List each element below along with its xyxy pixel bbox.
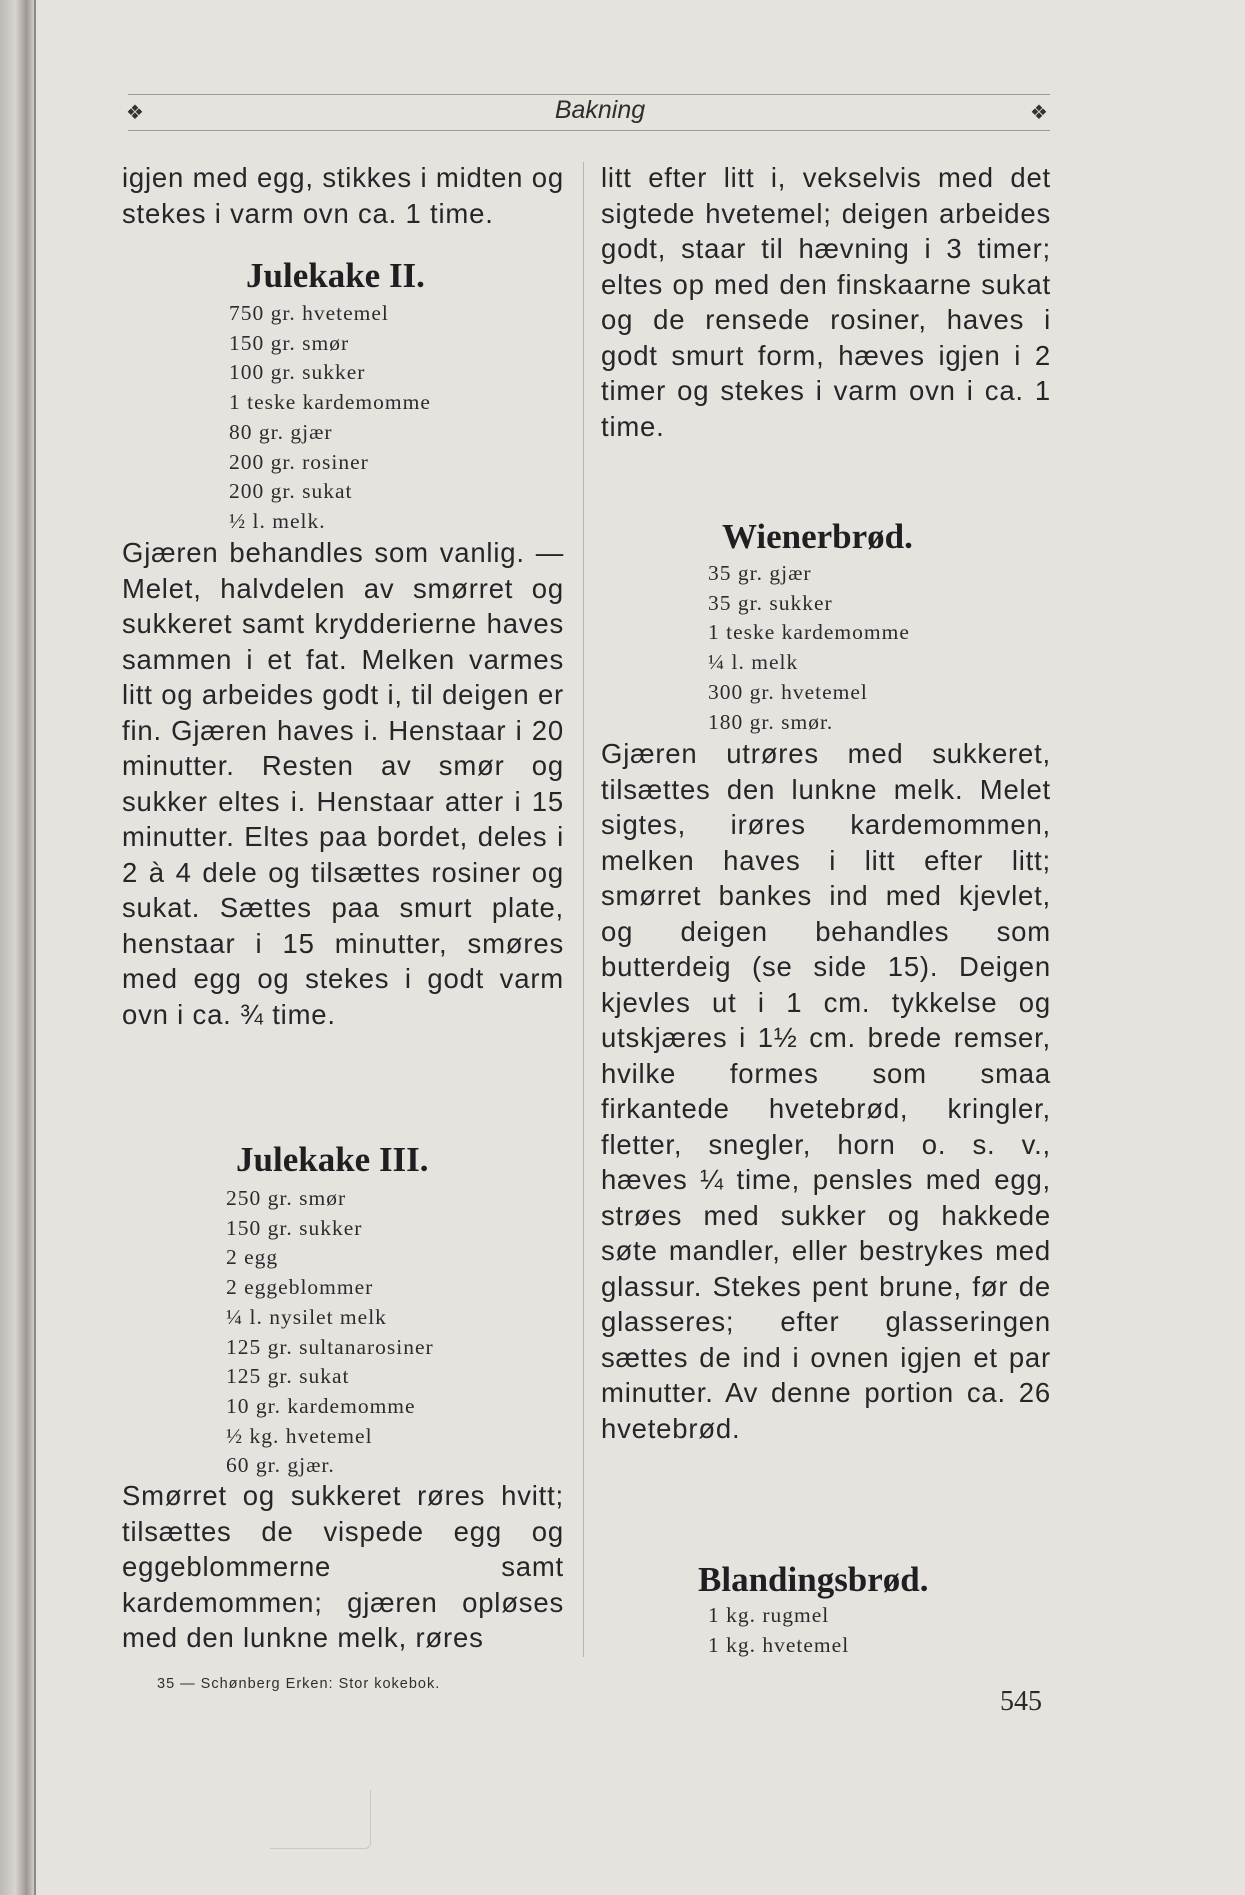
column-divider [583,162,584,1657]
ingredient-item: ½ l. melk. [229,508,326,533]
recipe-wienerbrod-ingredients-block [708,559,1043,737]
ingredient-item: ¼ l. melk [708,650,799,675]
recipe-method: Gjæren behandles som vanlig. — Melet, halvdelen av smørret og sukkeret samt krydderierne haves sammen i et fat. Melken varmes litt og arbeides godt i, til deigen er fin. Gjæren haves i. Henstaar i 20 minutter. Resten av smør og sukker eltes i. Henstaar atter i 15 minutter. Eltes paa bordet, deles i 2 à 4 dele og tilsættes rosiner og sukat. Sættes paa smurt plate, henstaar i 15 minutter, smøres med egg og stekes i godt varm ovn i ca. ¾ time. [122,537,564,1030]
book-binding-edge [0,0,34,1895]
ingredient-item: 200 gr. sukat [229,479,353,504]
ingredient-list [708,559,1043,737]
ornament-left-icon: ❖ [126,100,144,124]
ingredient-item: 150 gr. sukker [226,1215,363,1240]
ingredient-item: 1 teske kardemomme [229,390,431,415]
recipe-method: Gjæren utrøres med sukkeret, tilsættes den lunkne melk. Melet sigtes, irøres kardemommen, melken haves i litt efter litt; smørret bankes ind med kjevlet, og deigen behandles som butterdeig (se side 15). Deigen kjevles ut i 1 cm. tykkelse og utskjæres i 1½ cm. brede remser, hvilke formes som smaa firkantede hvetebrød, kringler, fletter, snegler, horn o. s. v., hæves ¼ time, pensles med egg, strøes med sukker og hakkede søte mandler, eller bestrykes med glassur. Stekes pent brune, før de glasseres; efter glasseringen sættes de ind i ovnen igjen et par minutter. Av denne portion ca. 26 hvetebrød. [601,738,1051,1444]
recipe-julekake-2-method-block [122,535,564,1032]
recipe-method: Smørret og sukkeret røres hvitt; tilsættes de vispede egg og eggeblommerne samt kardemommen; gjæren opløses med den lunkne melk, røres [122,1480,564,1653]
ingredient-item: 300 gr. hvetemel [708,679,868,704]
ingredient-item: 250 gr. smør [226,1186,347,1210]
page-number: 545 [1000,1686,1042,1717]
recipe-julekake-3-heading-block [236,1140,556,1180]
header-rule-bottom [128,130,1050,131]
header-rule-top [128,94,1050,95]
ornament-right-icon: ❖ [1030,100,1048,124]
ingredient-item: 80 gr. gjær [229,419,333,444]
intro-paragraph: igjen med egg, stikkes i midten og stekes i varm ovn ca. 1 time. [122,162,564,229]
ingredient-item: ½ kg. hvetemel [226,1423,373,1448]
ingredient-item: 150 gr. smør [229,330,350,355]
recipe-title: Julekake II. [246,256,425,295]
recipe-julekake-2-heading-block [246,256,546,296]
recipe-blandingsbrod-heading-block [698,1560,1038,1600]
ingredient-list [226,1184,561,1481]
ingredient-item: 750 gr. hvetemel [229,301,389,325]
ingredient-list [229,299,559,537]
recipe-julekake-3-method-block [122,1478,564,1656]
footer-signature: 35 — Schønberg Erken: Stor kokebok. [157,1676,441,1692]
recipe-title: Julekake III. [236,1140,429,1179]
ingredient-item: 1 kg. rugmel [708,1603,830,1627]
paper-crease-mark [270,1790,371,1849]
recipe-blandingsbrod-ingredients-block [708,1601,1038,1660]
recipe-julekake-2-ingredients-block [229,299,559,537]
continuation-paragraph: litt efter litt i, vekselvis med det sigtede hvetemel; deigen arbeides godt, staar til hævning i 3 timer; eltes op med den finskaarne sukat og de rensede rosiner, haves i godt smurt form, hæves igjen i 2 timer og stekes i varm ovn i ca. 1 time. [601,162,1051,442]
ingredient-item: 10 gr. kardemomme [226,1393,416,1418]
right-column-continuation [601,160,1051,444]
ingredient-item: 2 egg [226,1245,279,1270]
recipe-wienerbrod-heading-block [722,517,1042,557]
ingredient-item: 1 kg. hvetemel [708,1632,850,1657]
ingredient-item: ¼ l. nysilet melk [226,1304,387,1329]
ingredient-item: 2 eggeblommer [226,1275,374,1300]
ingredient-item: 125 gr. sukat [226,1364,350,1389]
ingredient-item: 125 gr. sultanarosiner [226,1334,434,1359]
ingredient-item: 1 teske kardemomme [708,620,910,645]
recipe-wienerbrod-method-block [601,736,1051,1446]
ingredient-item: 180 gr. smør. [708,709,834,734]
ingredient-item: 35 gr. gjær [708,561,812,585]
ingredient-item: 35 gr. sukker [708,590,833,615]
ingredient-list [708,1601,1038,1660]
ingredient-item: 200 gr. rosiner [229,449,369,474]
left-column-intro [122,160,564,231]
recipe-julekake-3-ingredients-block [226,1184,561,1481]
ingredient-item: 100 gr. sukker [229,360,366,385]
recipe-title: Blandingsbrød. [698,1560,929,1599]
binding-shadow-line [34,0,36,1895]
recipe-title: Wienerbrød. [722,517,913,556]
ingredient-item: 60 gr. gjær. [226,1453,335,1478]
running-head: Bakning [554,96,646,124]
